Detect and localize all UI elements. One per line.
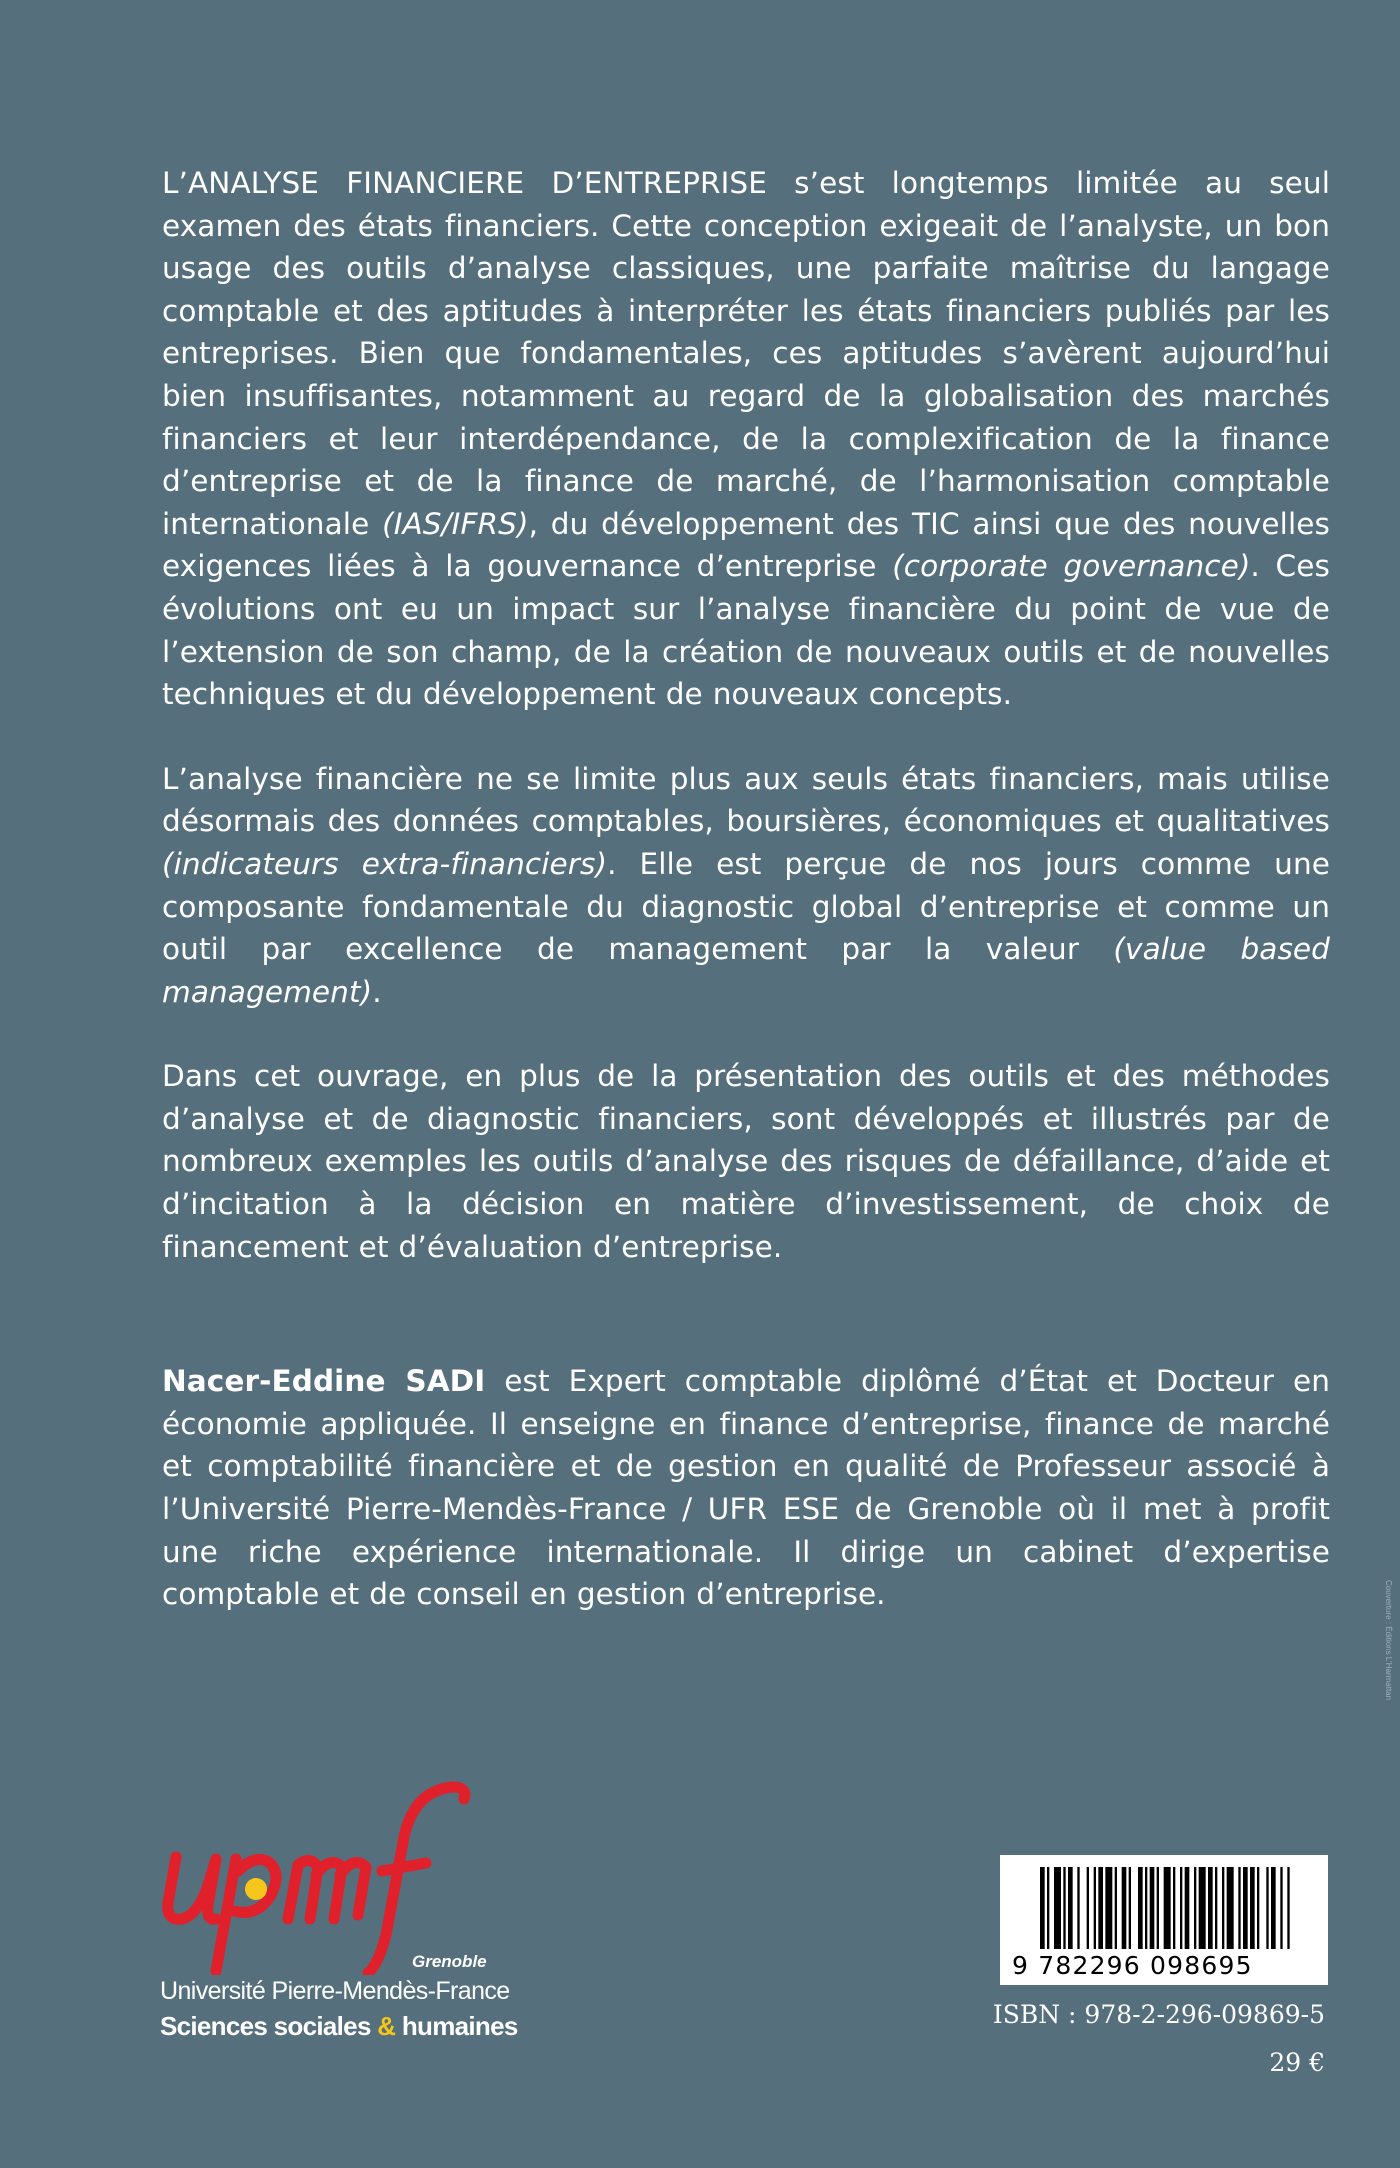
barcode-bar xyxy=(1098,1867,1103,1949)
logo-ampersand: & xyxy=(377,2011,396,2041)
text-run: Dans cet ouvrage, en plus de la présentation des outils et des méthodes d’analyse et de diagnostic financiers, sont développés et illustrés par de nombreux exemples les outils d’analyse des risques de défaillance, d’aide et d’incitation à la décision en matière d’investissement, de choix de financement et d’évaluation d’entreprise. xyxy=(162,1059,1330,1264)
barcode-bar xyxy=(1227,1867,1234,1949)
text-run: (corporate governance) xyxy=(892,549,1251,584)
barcode-bar xyxy=(1047,1867,1049,1949)
barcode-digits: 9 782296 098695 xyxy=(1012,1951,1253,1980)
text-run: . xyxy=(372,974,382,1009)
barcode-bar xyxy=(1138,1867,1143,1949)
barcode-bar xyxy=(1173,1867,1175,1949)
barcode-bar xyxy=(1287,1867,1289,1949)
text-run: (indicateurs extra-financiers) xyxy=(162,846,608,881)
blurb-paragraph-1 xyxy=(162,162,1330,716)
upmf-wordmark-icon xyxy=(160,1775,500,1975)
barcode-bar xyxy=(1199,1867,1206,1949)
price: 29 € xyxy=(1269,2048,1325,2077)
barcode-bar xyxy=(1054,1867,1061,1949)
author-bio xyxy=(162,1360,1330,1616)
barcode-bar xyxy=(1129,1867,1131,1949)
barcode-bar xyxy=(1280,1867,1282,1949)
logo-faculty-right: humaines xyxy=(395,2011,518,2041)
text-run: . Elle est perçue de nos jours comme une composante fondamentale du diagnostic global d’entreprise et comme un outil par excellence de management par la valeur xyxy=(162,846,1330,967)
text-run: . Ces évolutions ont eu un impact sur l’analyse financière du point de vue de l’extension de son champ, de la création de nouveaux outils et de nouvelles techniques et du développement de nouveaux concepts. xyxy=(162,549,1330,712)
barcode-bar xyxy=(1257,1867,1259,1949)
isbn: ISBN : 978-2-296-09869-5 xyxy=(992,2000,1325,2029)
back-cover-text xyxy=(162,162,1330,1616)
barcode-bar xyxy=(1157,1867,1159,1949)
barcode xyxy=(1000,1855,1328,1985)
logo-university: Université Pierre-Mendès-France xyxy=(160,1977,510,2005)
barcode-bar xyxy=(1040,1867,1045,1949)
barcode-bar xyxy=(1077,1867,1079,1949)
author-name: Nacer-Eddine SADI xyxy=(162,1364,486,1399)
logo-faculty-left: Sciences sociales xyxy=(160,2011,378,2041)
logo-city: Grenoble xyxy=(412,1952,487,1971)
barcode-bar xyxy=(1250,1867,1255,1949)
upmf-logo xyxy=(160,1775,518,2045)
text-run: L’ANALYSE FINANCIERE D’ENTREPRISE s’est longtemps limitée au seul examen des états financiers. Cette conception exigeait de l’analyste, un bon usage des outils d’analyse classiques, une parfaite maîtrise du langage comptable et des aptitudes à interpréter les états financiers publiés par les entreprises. Bien que fondamentales, ces aptitudes s’avèrent aujourd’hui bien insuffisantes, notamment au regard de la globalisation des marchés financiers et leur interdépendance, de la complexification de la finance d’entreprise et de la finance de marché, de l’harmonisation comptable internationale xyxy=(162,166,1330,541)
barcode-bar xyxy=(1115,1867,1117,1949)
barcode-bar xyxy=(1243,1867,1248,1949)
text-run: L’analyse financière ne se limite plus aux seuls états financiers, mais utilise désormais des données comptables, boursières, économiques et qualitatives xyxy=(162,761,1330,839)
barcode-bar xyxy=(1105,1867,1112,1949)
author-bio-text: est Expert comptable diplômé d’État et Docteur en économie appliquée. Il enseigne en finance d’entreprise, finance de marché et comptabilité financière et de gestion en qualité de Professeur associé à l’Université Pierre-Mendès-France / UFR ESE de Grenoble où il met à profit une riche expérience internationale. Il dirige un cabinet d’expertise comptable et de conseil en gestion d’entreprise. xyxy=(162,1364,1330,1612)
barcode-bar xyxy=(1215,1867,1217,1949)
text-run: (value based management) xyxy=(162,932,1330,1009)
blurb-paragraph-2 xyxy=(162,758,1330,1014)
barcode-bar xyxy=(1145,1867,1147,1949)
barcode-bar xyxy=(1208,1867,1213,1949)
barcode-bar xyxy=(1238,1867,1240,1949)
text-run: , du développement des TIC ainsi que des nouvelles exigences liées à la gouvernance d’entreprise xyxy=(162,506,1330,584)
barcode-bar xyxy=(1063,1867,1065,1949)
side-credit xyxy=(1383,1580,1395,1860)
logo-dot-icon xyxy=(245,1878,267,1900)
barcode-bar xyxy=(1087,1867,1089,1949)
barcode-bar xyxy=(1122,1867,1127,1949)
barcode-bar xyxy=(1271,1867,1276,1949)
barcode-bar xyxy=(1185,1867,1190,1949)
barcode-bar xyxy=(1194,1867,1196,1949)
barcode-bar xyxy=(1150,1867,1155,1949)
barcode-bar xyxy=(1164,1867,1171,1949)
barcode-bar xyxy=(1094,1867,1096,1949)
barcode-bar xyxy=(1222,1867,1224,1949)
logo-faculty xyxy=(160,2011,518,2042)
barcode-bar xyxy=(1068,1867,1073,1949)
text-run: (IAS/IFRS) xyxy=(382,506,529,541)
side-credit-text: Couverture : Éditions L’Harmattan xyxy=(1384,1580,1393,1701)
barcode-bar xyxy=(1266,1867,1268,1949)
barcode-bars-icon xyxy=(1040,1867,1292,1949)
barcode-bar xyxy=(1180,1867,1182,1949)
blurb-paragraph-3 xyxy=(162,1055,1330,1268)
